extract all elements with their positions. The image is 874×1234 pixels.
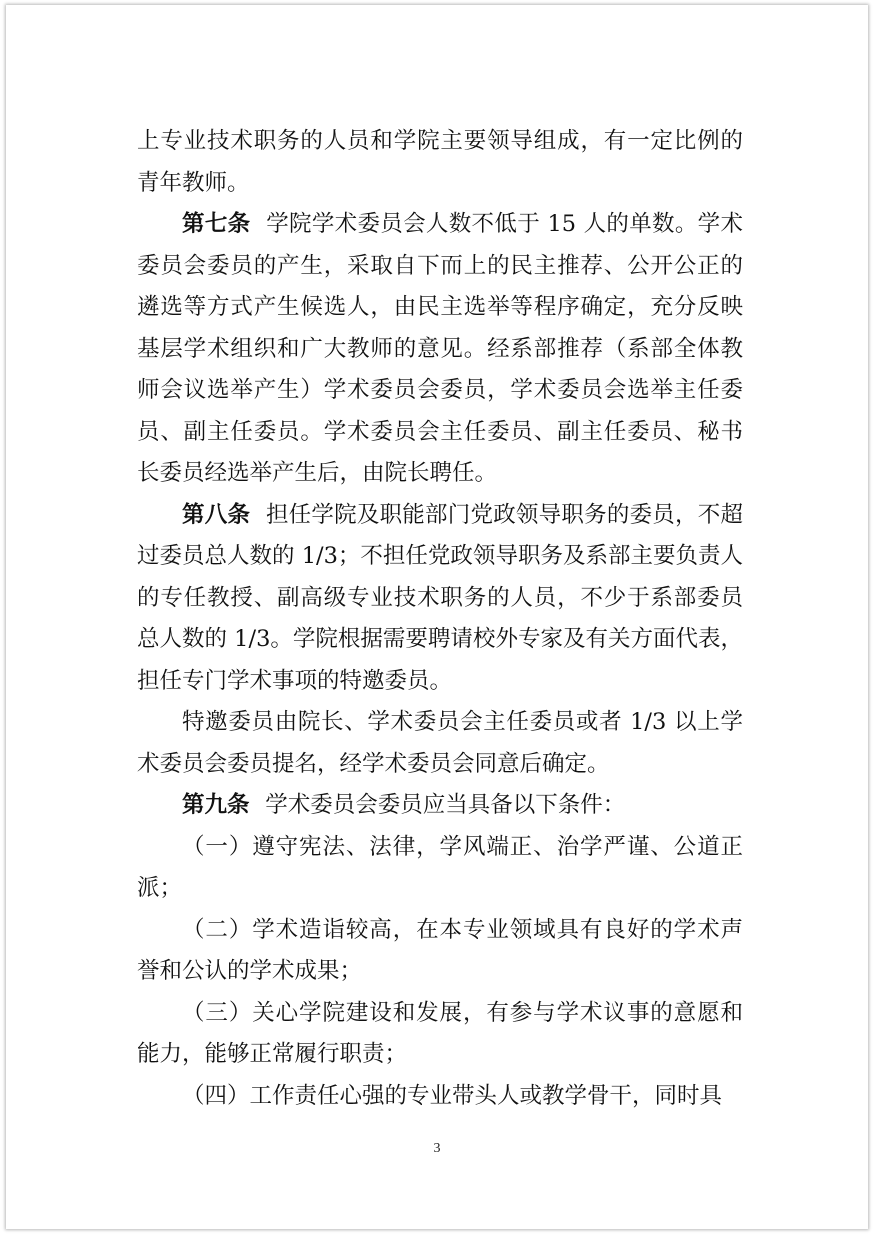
condition-item-4	[137, 1076, 743, 1118]
article-8-paragraph	[137, 495, 743, 703]
paragraph-text: （四）工作责任心强的专业带头人或教学骨干，同时具	[182, 1082, 723, 1109]
paragraph-text: 学术委员会委员应当具备以下条件：	[265, 792, 626, 818]
paragraph-text: （二）学术造诣较高，在本专业领域具有良好的学术声誉和公认的学术成果；	[137, 916, 743, 984]
article-9-paragraph	[137, 785, 743, 827]
page-number: 3	[433, 1141, 441, 1156]
condition-item-2	[137, 910, 743, 993]
special-member-paragraph	[137, 702, 743, 785]
document-body	[137, 121, 743, 1117]
paragraph-text: （一）遵守宪法、法律，学风端正、治学严谨、公道正派；	[137, 833, 743, 901]
paragraph-text: 担任学院及职能部门党政领导职务的委员，不超过委员总人数的 1/3；不担任党政领导职务及系部主要负责人的专任教授、副高级专业技术职务的人员，不少于系部委员总人数的 1/3。学院根据需要聘请校外专家及有关方面代表，担任专门学术事项的特邀委员。	[137, 501, 743, 694]
paragraph-text: 特邀委员由院长、学术委员会主任委员或者 1/3 以上学术委员会委员提名，经学术委员会同意后确定。	[137, 709, 743, 777]
paragraph-continuation	[137, 121, 743, 204]
paragraph-text: （三）关心学院建设和发展，有参与学术议事的意愿和能力，能够正常履行职责；	[137, 999, 743, 1067]
document-page	[6, 5, 868, 1229]
article-heading: 第八条	[182, 501, 251, 528]
article-7-paragraph	[137, 204, 743, 495]
paragraph-text: 上专业技术职务的人员和学院主要领导组成，有一定比例的青年教师。	[137, 128, 743, 196]
paragraph-text: 学院学术委员会人数不低于 15 人的单数。学术委员会委员的产生，采取自下而上的民主推荐、公开公正的遴选等方式产生候选人，由民主选举等程序确定，充分反映基层学术组织和广大教师的意见。经系部推荐（系部全体教师会议选举产生）学术委员会委员，学术委员会选举主任委员、副主任委员。学术委员会主任委员、副主任委员、秘书长委员经选举产生后，由院长聘任。	[137, 211, 743, 486]
article-heading: 第七条	[182, 211, 251, 237]
condition-item-1	[137, 827, 743, 910]
article-heading: 第九条	[182, 792, 250, 818]
condition-item-3	[137, 993, 743, 1076]
